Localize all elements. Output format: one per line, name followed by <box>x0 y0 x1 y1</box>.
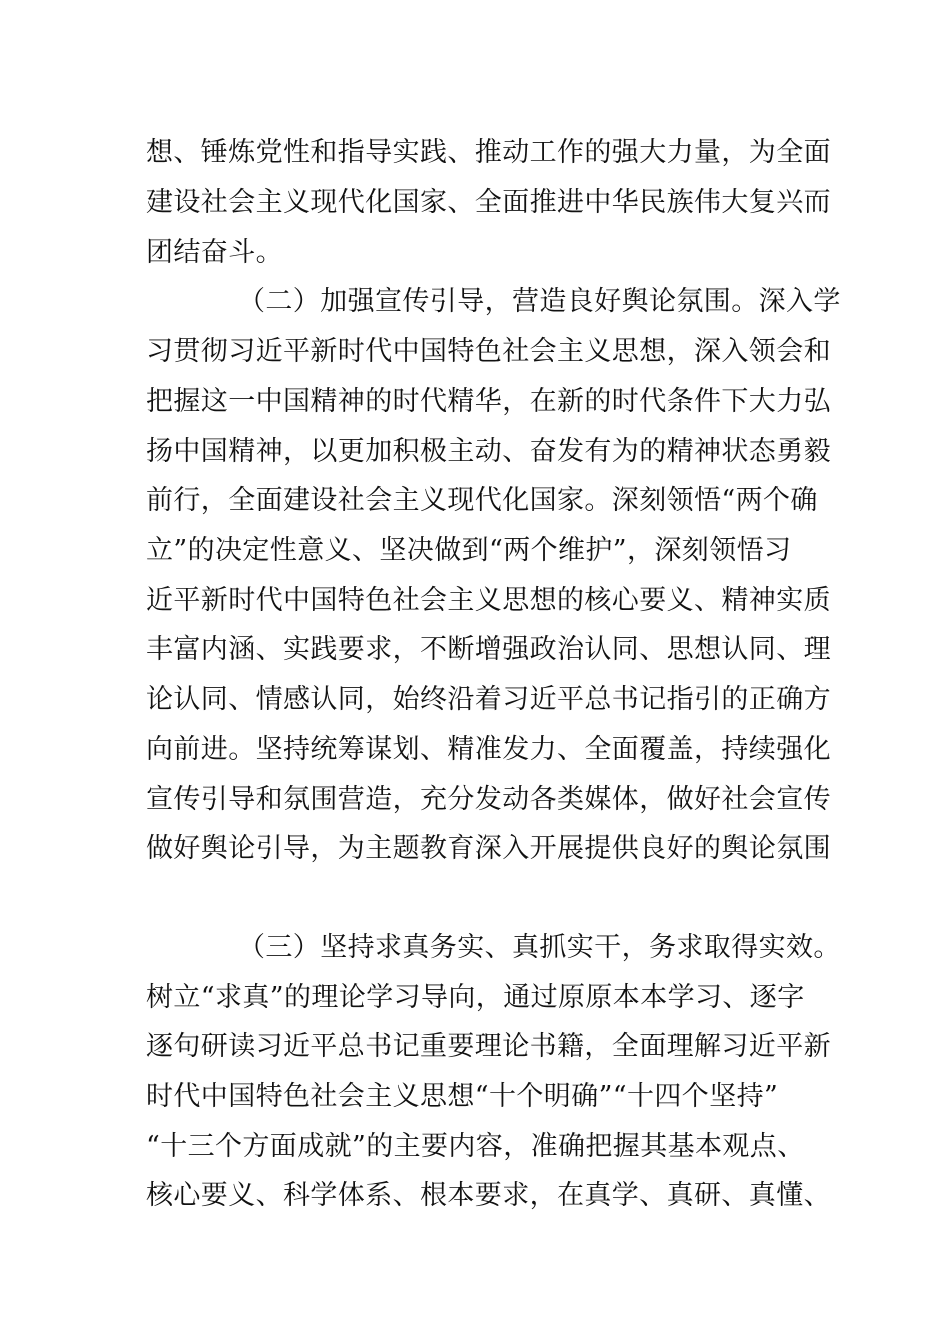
para2-line-9: 论认同、情感认同，始终沿着习近平总书记指引的正确方 <box>146 684 831 715</box>
para3-line-6: 核心要义、科学体系、根本要求，在真学、真研、真懂、 <box>146 1180 831 1211</box>
para3-line-3: 逐句研读习近平总书记重要理论书籍，全面理解习近平新 <box>146 1031 831 1062</box>
para3-line-4: 时代中国特色社会主义思想“十个明确”“十四个坚持” <box>146 1081 779 1112</box>
para3-line-1: （三）坚持求真务实、真抓实干，务求取得实效。 <box>238 932 841 963</box>
para2-line-10: 向前进。坚持统筹谋划、精准发力、全面覆盖，持续强化 <box>146 734 831 765</box>
para2-line-8: 丰富内涵、实践要求，不断增强政治认同、思想认同、理 <box>146 634 831 665</box>
para2-line-11: 宣传引导和氛围营造，充分发动各类媒体，做好社会宣传 <box>146 784 831 815</box>
para1-line-3: 团结奋斗。 <box>146 237 283 268</box>
para2-line-4: 扬中国精神，以更加积极主动、奋发有为的精神状态勇毅 <box>146 436 831 467</box>
para2-line-12: 做好舆论引导，为主题教育深入开展提供良好的舆论氛围 <box>146 833 831 864</box>
para2-line-6: 立”的决定性意义、坚决做到“两个维护”，深刻领悟习 <box>146 535 792 566</box>
para2-line-7: 近平新时代中国特色社会主义思想的核心要义、精神实质 <box>146 585 831 616</box>
para2-line-5: 前行，全面建设社会主义现代化国家。深刻领悟“两个确 <box>146 485 818 516</box>
para3-line-2: 树立“求真”的理论学习导向，通过原原本本学习、逐字 <box>146 982 805 1013</box>
para2-line-3: 把握这一中国精神的时代精华，在新的时代条件下大力弘 <box>146 386 831 417</box>
para3-line-5: “十三个方面成就”的主要内容，准确把握其基本观点、 <box>146 1131 805 1162</box>
para1-line-2: 建设社会主义现代化国家、全面推进中华民族伟大复兴而 <box>146 187 831 218</box>
para2-line-2: 习贯彻习近平新时代中国特色社会主义思想，深入领会和 <box>146 336 831 367</box>
para2-line-1: （二）加强宣传引导，营造良好舆论氛围。深入学 <box>238 286 841 317</box>
para1-line-1: 想、锤炼党性和指导实践、推动工作的强大力量，为全面 <box>146 137 831 168</box>
